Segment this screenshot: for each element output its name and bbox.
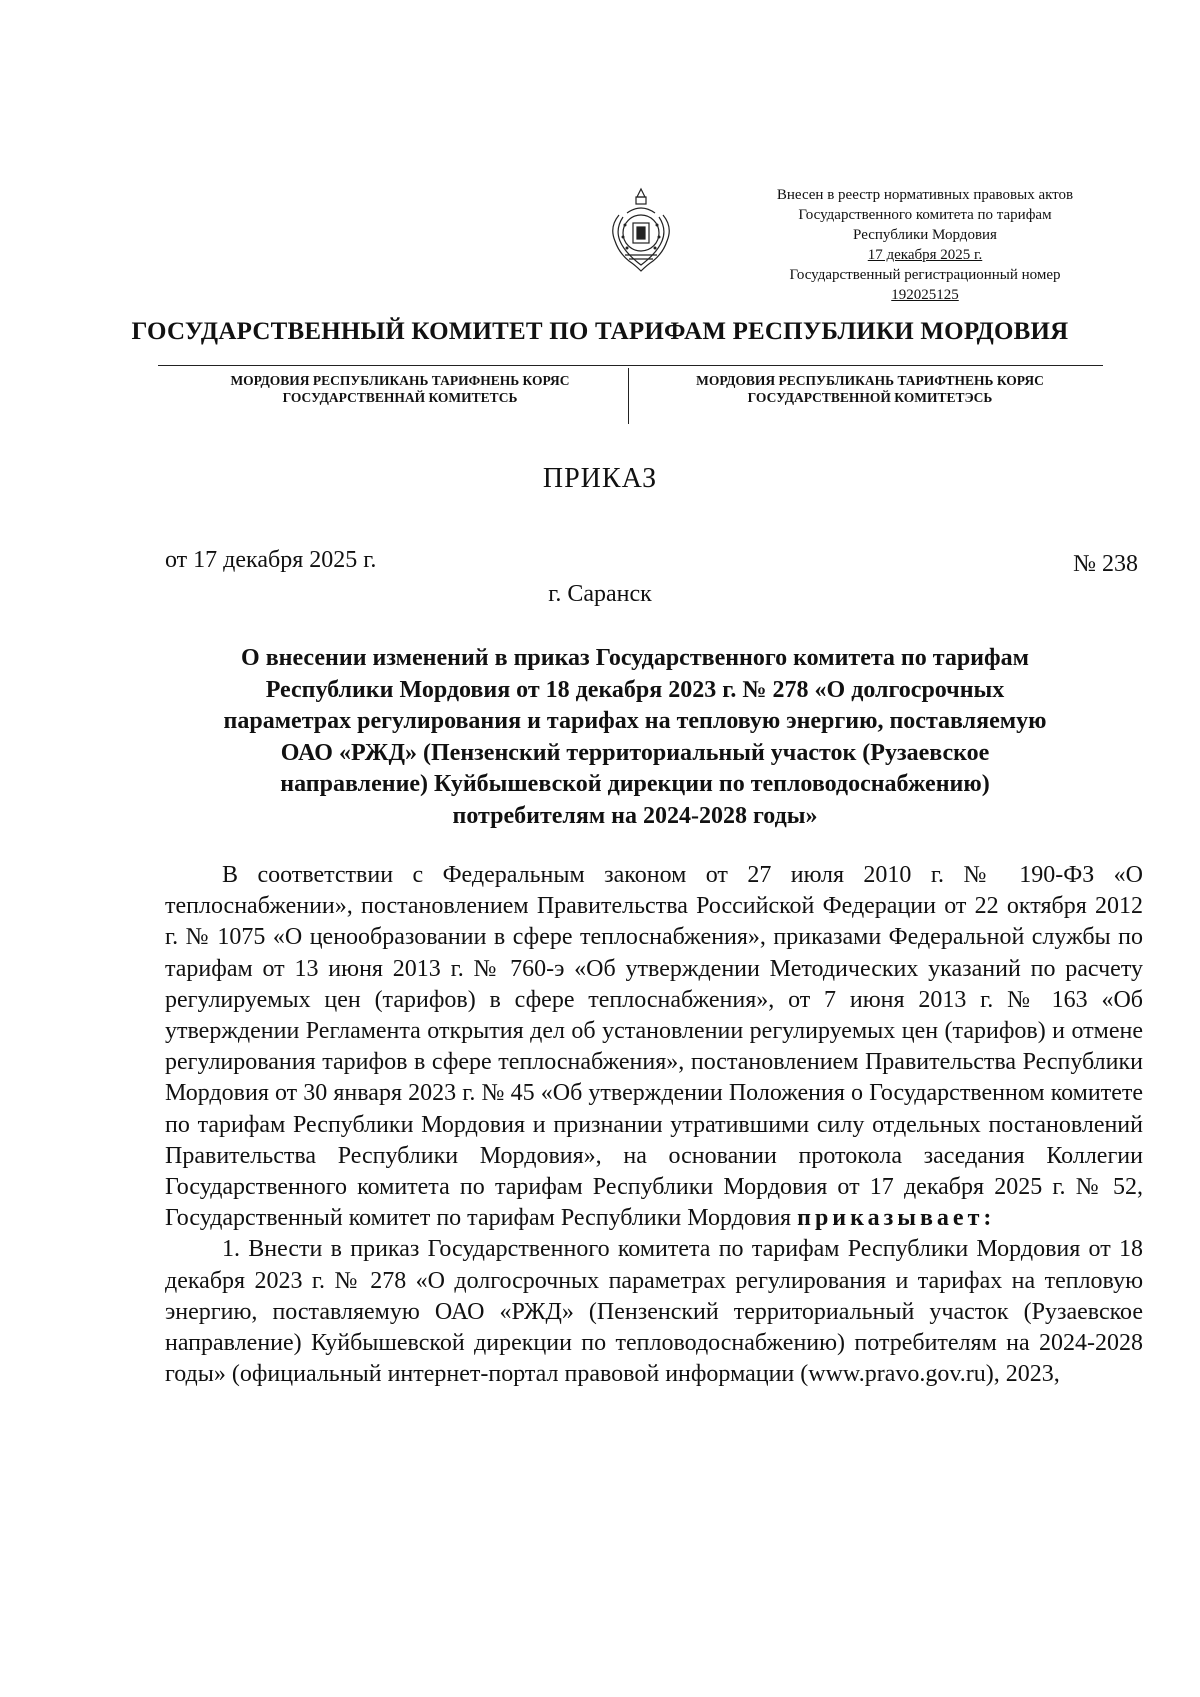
orders-word: приказывает: [797,1205,996,1232]
header-rule [158,365,1103,366]
preamble-text: В соответствии с Федеральным законом от 27 июля 2010 г. № 190-ФЗ «О теплоснабжении», постановлением Правительства Российской Федерации от 22 октября 2012 г. № 1075 «О ценообразовании в сфере теплоснабжения», приказами Федеральной службы по тарифам от 13 июня 2013 г. № 760-э «Об утверждении Методических указаний по расчету регулируемых цен (тарифов) в сфере теплоснабжения», от 7 июня 2013 г. № 163 «Об утверждении Регламента открытия дел об установлении регулируемых цен (тарифов) и отмене регулирования тарифов в сфере теплоснабжения», постановлением Правительства Республики Мордовия от 30 января 2023 г. № 45 «Об утверждении Положения о Государственном комитете по тарифам Республики Мордовия и признании утратившими силу отдельных постановлений Правительства Республики Мордовия», на основании протокола заседания Коллегии Государственного комитета по тарифам Республики Мордовия от 17 декабря 2025 г. № 52, Государственный комитет по тарифам Республики Мордовия [165,862,1143,1232]
coat-of-arms-icon [605,185,677,275]
registry-line-1: Внесен в реестр нормативных правовых актов [776,187,1074,203]
subject-line: ОАО «РЖД» (Пензенский территориальный участок (Рузаевское [280,739,990,766]
doc-number: № 238 [1073,551,1138,577]
doc-subject [165,643,1105,832]
registry-note [745,185,1105,305]
registry-line-3: Республики Мордовия [853,227,997,243]
preamble-paragraph [165,860,1143,1234]
registry-line-5: Государственный регистрационный номер [789,267,1061,283]
subject-line: потребителям на 2024-2028 годы» [452,802,818,829]
subject-line: направление) Куйбышевской дирекции по тепловодоснабжению) [280,771,990,797]
erzya-line-1: МОРДОВИЯ РЕСПУБЛИКАНЬ ТАРИФТНЕНЬ КОРЯС [696,373,1044,388]
doc-date: от 17 декабря 2025 г. [165,547,377,573]
registry-number: 192025125 [891,287,959,303]
header-divider [628,368,629,424]
registry-date: 17 декабря 2025 г. [867,247,983,263]
doc-type: ПРИКАЗ [542,463,658,494]
erzya-name [640,372,1100,406]
erzya-line-2: ГОСУДАРСТВЕННОЙ КОМИТЕТЭСЬ [747,390,993,405]
subject-line: О внесении изменений в приказ Государственного комитета по тарифам [241,645,1029,671]
item-1-paragraph: 1. Внести в приказ Государственного комитета по тарифам Республики Мордовия от 18 декабря 2023 г. № 278 «О долгосрочных параметрах регулирования и тарифах на тепловую энергию, поставляемую ОАО «РЖД» (Пензенский территориальный участок (Рузаевское направление) Куйбышевской дирекции по тепловодоснабжению) потребителям на 2024-2028 годы» (официальный интернет-портал правовой информации (www.pravo.gov.ru), 2023, [165,1236,1143,1388]
subject-line: Республики Мордовия от 18 декабря 2023 г. № 278 «О долгосрочных [265,676,1005,703]
doc-body [165,860,1143,1390]
registry-line-2: Государственного комитета по тарифам [798,207,1052,223]
org-title: ГОСУДАРСТВЕННЫЙ КОМИТЕТ ПО ТАРИФАМ РЕСПУБЛИКИ МОРДОВИЯ [131,318,1069,345]
doc-city: г. Саранск [548,581,652,607]
moksha-name [180,372,620,406]
moksha-line-1: МОРДОВИЯ РЕСПУБЛИКАНЬ ТАРИФНЕНЬ КОРЯС [230,373,570,388]
subject-line: параметрах регулирования и тарифах на тепловую энергию, поставляемую [223,708,1047,734]
moksha-line-2: ГОСУДАРСТВЕННАЙ КОМИТЕТСЬ [282,390,518,405]
